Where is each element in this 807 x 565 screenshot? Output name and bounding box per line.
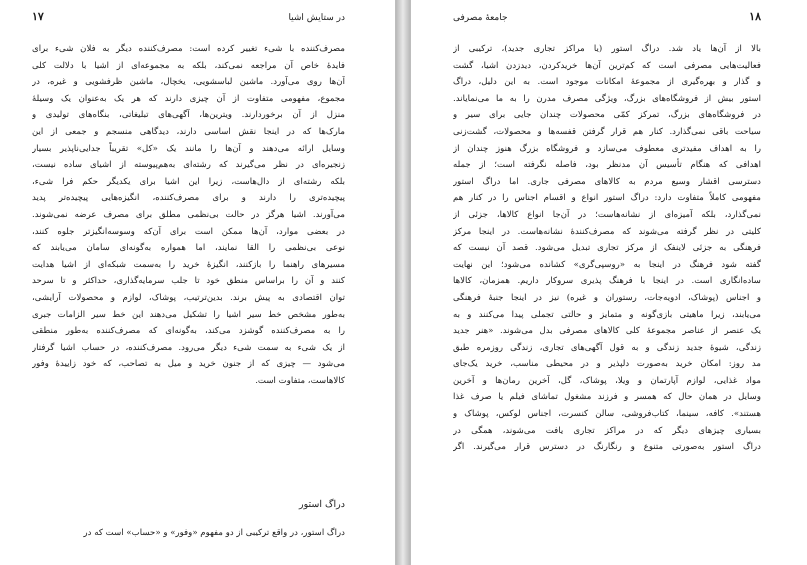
right-page-number: ۱۸ <box>749 10 761 23</box>
left-body-text <box>32 41 345 389</box>
text-line: مارک‌ها که در اینجا نقش اساسی دارند، دیدگاهی منسجم و جمعی از این <box>32 126 345 137</box>
text-line: دسترسی اقشار وسیع مردم به کالاهای مصرفی جاری. اما دراگ استور <box>453 176 761 187</box>
left-running-title: در ستایش اشیا <box>288 13 345 23</box>
text-line: می‌آورند. اشیا هرگز در حالت بی‌نظمی مطلق برای مصرف عرضه نمی‌شوند. <box>32 209 345 220</box>
text-line: کنند و آن را براساس منطق خود تا جلب سرمایه‌گذاری، حداکثر و تا سرحد <box>32 276 345 287</box>
text-line: مجموع، مفهومی متفاوت از آن چیزی دارند که هر یک به‌عنوان یک وسیلهٔ <box>32 93 345 104</box>
text-line: یک عنصر از عناصر مجموعهٔ کلی کالاهای مصرفی بدل می‌شوند. «هنر جدید <box>453 326 761 337</box>
text-line: زنجیره‌ای در نظر می‌گیرند که رشته‌ای به‌هم‌پیوسته از اشیای ساده نیست، <box>32 160 345 171</box>
text-line: و گذار و بهره‌گیری از مجموعهٔ امکانات موجود است. به این دلیل، دراگ <box>453 77 761 88</box>
text-line: به‌طور مشخص خط سیر اشیا را تشکیل می‌دهند این خط سیر الزامات جبری <box>32 309 345 320</box>
left-page <box>0 0 396 565</box>
section-title: دراگ استور <box>299 499 345 510</box>
text-line: فایدهٔ خاص آن مراجعه نمی‌کند، بلکه به مجموعه‌ای از اشیا با دلالت کلی <box>32 60 345 71</box>
left-page-header <box>32 10 345 23</box>
text-line: بلکه رشته‌ای از دال‌هاست، زیرا این اشیا برای یکدیگر حکم فرا شیء، <box>32 176 345 187</box>
text-line: گفته شود فرهنگ در اینجا به «روسپی‌گری» کشانده می‌شود؛ این نهایت <box>453 259 761 270</box>
text-line: اهدافی که هنگام تأسیس آن مدنظر بود، فاصله نگرفته است؛ از جمله <box>453 160 761 171</box>
text-line: منزل از آن برخوردارند. ویترین‌ها، آگهی‌های تبلیغاتی، بنگاه‌های تولیدی و <box>32 110 345 121</box>
text-line: وسایل در همان حال که همسر و فرزند مشغول تماشای فیلم یا صرف غذا <box>453 392 761 403</box>
text-line: زندگی، شیوهٔ جدید زندگی و به قول آگهی‌های تجاری، زندگی روزمره طبق <box>453 342 761 353</box>
text-line: ساده‌انگاری است. در اینجا با فرهنگ پذیری سروکار داریم. همزمان، کالاها <box>453 276 761 287</box>
right-page-header <box>453 10 761 23</box>
text-line: مد روز: امکان خرید به‌صورت دلپذیر و در محیطی مناسب، خرید یک‌جای <box>453 359 761 370</box>
text-line: مواد غذایی، لوازم آپارتمان و ویلا، پوشاک، گل، آخرین رمان‌ها و آخرین <box>453 375 761 386</box>
text-line: کلیتی در نظر گرفته می‌شوند که مصرف‌کنندهٔ نشانه‌هاست. در اینجا مرکز <box>453 226 761 237</box>
text-line: آن‌ها روی می‌آورد. ماشین لباسشویی، یخچال، ماشین ظرفشویی و غیره، در <box>32 77 345 88</box>
text-line: دراگ استور به‌صورتی متنوع و رنگارنگ در دسترس قرار می‌گیرند. اگر <box>453 442 761 453</box>
text-line: نمی‌گذارد، بلکه آمیزه‌ای از نشانه‌هاست؛ در آن‌جا انواع کالاها، جزئی از <box>453 209 761 220</box>
text-line: توان اقتصادی به پیش برند. بدین‌ترتیب، پوشاک، لوازم و محصولات آرایشی، <box>32 292 345 303</box>
right-body-text <box>453 41 761 456</box>
text-line: هستند». کافه، سینما، کتاب‌فروشی، سالن کنسرت، اجناس لوکس، پوشاک و <box>453 409 761 420</box>
text-line: کالاهاست، متفاوت است. <box>255 375 345 386</box>
text-line: از یک شیء به سمت شیء دیگر می‌رود. مصرف‌کننده، در حساب اشیا گرفتار <box>32 342 345 353</box>
text-line: بسیاری چیزهای دیگر که در مراکز تجاری یافت می‌شوند، همگی در <box>453 425 761 436</box>
text-line: و اجناس (پوشاک، ادویه‌جات، رستوران و غیره) نیز در اینجا جنبهٔ فرهنگی <box>453 292 761 303</box>
section-first-line: دراگ استور، در واقع ترکیبی از دو مفهوم «وفور» و «حساب» است که در <box>83 528 345 538</box>
text-line: مسیرهای راهنما را بازکنند، انگیزهٔ خرید را به‌سمت شبکه‌ای از اشیا هدایت <box>32 259 345 270</box>
text-line: مفهومی کاملاً متفاوت دارد: دراگ استور انواع و اقسام اجناس را در کنار هم <box>453 193 761 204</box>
text-line: در فروشگاه‌های بزرگ، تمرکز کمّی محصولات چندان جایی برای سیر و <box>453 110 761 121</box>
text-line: می‌شود — چیزی که از جنون خرید و میل به تصاحب، که خود زاییدهٔ وفور <box>32 359 345 370</box>
text-line: سیاحت باقی نمی‌گذارد. کنار هم قرار گرفتن قفسه‌ها و محصولات، گشت‌زنی <box>453 126 761 137</box>
right-page <box>410 0 807 565</box>
text-line: در بعضی موارد، آن‌ها ممکن است برای آن‌که وسوسه‌انگیزتر جلوه کنند، <box>32 226 345 237</box>
text-line: بالا از آن‌ها یاد شد. دراگ استور (یا مراکز تجاری جدید)، ترکیبی از <box>453 44 761 54</box>
text-line: وسایل ارائه می‌دهند و آن‌ها را مانند یک «کل» تقریباً جدایی‌ناپذیر بسیار <box>32 143 345 154</box>
text-line: پیچیده‌تری را دارند و برای مصرف‌کننده، انگیزه‌هایی پیچیده‌تر پدید <box>32 193 345 204</box>
text-line: استور بیش از فروشگاه‌های بزرگ، ویژگی مصرف مدرن را به ما می‌نمایاند. <box>453 93 761 104</box>
right-running-title: جامعهٔ مصرفی <box>453 13 508 23</box>
book-gutter <box>396 0 410 565</box>
text-line: را به اهداف مفیدتری معطوف می‌سازد و فروشگاه بزرگ هنوز چندان از <box>453 143 761 154</box>
left-page-number: ۱۷ <box>32 10 44 23</box>
text-line: مصرف‌کننده با شیء تغییر کرده است: مصرف‌کننده دیگر به فلان شیء برای <box>32 44 345 54</box>
text-line: را به مصرف‌کننده گوشزد می‌کند، به‌گونه‌ای که مصرف‌کننده به‌طور منطقی <box>32 326 345 337</box>
text-line: نوعی بی‌نظمی را القا نمایند، اما همواره به‌گونه‌ای سامان می‌یابند که <box>32 243 345 254</box>
text-line: فعالیت‌هایی مصرفی است که کم‌ترین آن‌ها خریدکردن، دیدزدن اشیا، گشت <box>453 60 761 71</box>
text-line: فرهنگی به جزئی لاینفک از مرکز تجاری تبدیل می‌شود. قصد آن نیست که <box>453 243 761 254</box>
text-line: می‌یابند، زیرا ماهیتی بازی‌گونه و متمایز و حالتی تجملی پیدا می‌کنند و به <box>453 309 761 320</box>
